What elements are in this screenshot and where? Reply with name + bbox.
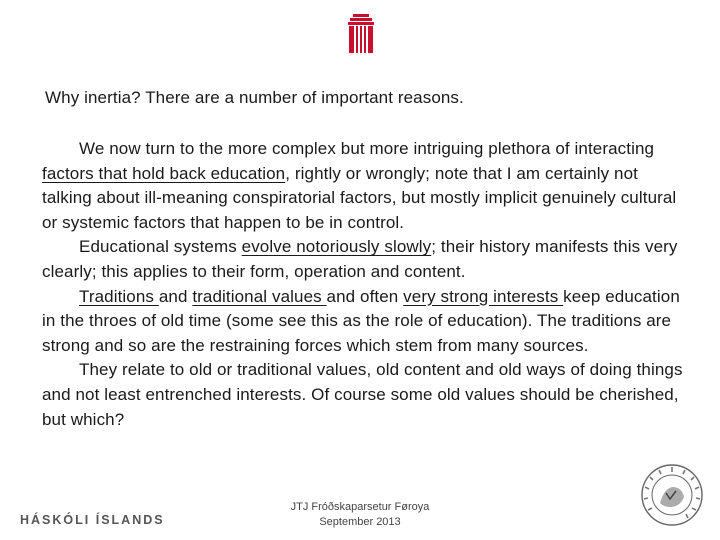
underlined-phrase-traditional-values: traditional values (192, 286, 327, 306)
footer-center (260, 500, 460, 530)
underlined-phrase-evolve: evolve notoriously slowly (241, 237, 432, 257)
footer-author-institution: JTJ Fróðskaparsetur Føroya (290, 501, 430, 513)
paragraph-1 (42, 137, 692, 235)
paragraph-4 (42, 358, 692, 432)
paragraph-3 (42, 285, 692, 359)
paragraph-1-text-a: We now turn to the more complex but more intriguing plethora of interacting (79, 139, 655, 158)
university-logo-icon (346, 14, 376, 54)
underlined-phrase-strong-interests: very strong interests (403, 286, 564, 306)
page-heading: Why inertia? There are a number of important reasons. (45, 88, 464, 107)
paragraph-3-text-c: keep education in the throes of old time (some see this as the role of education). The traditions are strong and so are the restraining forces which stem from many sources. (42, 286, 680, 355)
footer-university-wordmark: HÁSKÓLI ÍSLANDS (20, 513, 165, 527)
footer-date: September 2013 (319, 516, 401, 528)
paragraph-1-text-b: , rightly or wrongly; note that I am certainly not talking about ill-meaning conspiratorial factors, but mostly implicit genuinely cultural or systemic factors that happen to be in control. (42, 163, 677, 232)
paragraph-3-text-b: and often (326, 286, 404, 306)
paragraph-4-text-a: They relate to old or traditional values, old content and old ways of doing things and not least entrenched interests. Of course some old values should be cherished, but which? (42, 360, 683, 429)
paragraph-2-text-a: Educational systems (79, 237, 242, 257)
body-text (42, 137, 692, 432)
paragraph-3-text-a: and (158, 286, 193, 306)
paragraph-2-text-b: ; their history manifests this very clearly; this applies to their form, operation and content. (42, 237, 678, 281)
underlined-phrase-traditions: Traditions (79, 286, 159, 306)
paragraph-2 (42, 235, 692, 284)
underlined-phrase-factors: factors that hold back education (42, 163, 286, 183)
university-seal-icon (640, 463, 704, 527)
